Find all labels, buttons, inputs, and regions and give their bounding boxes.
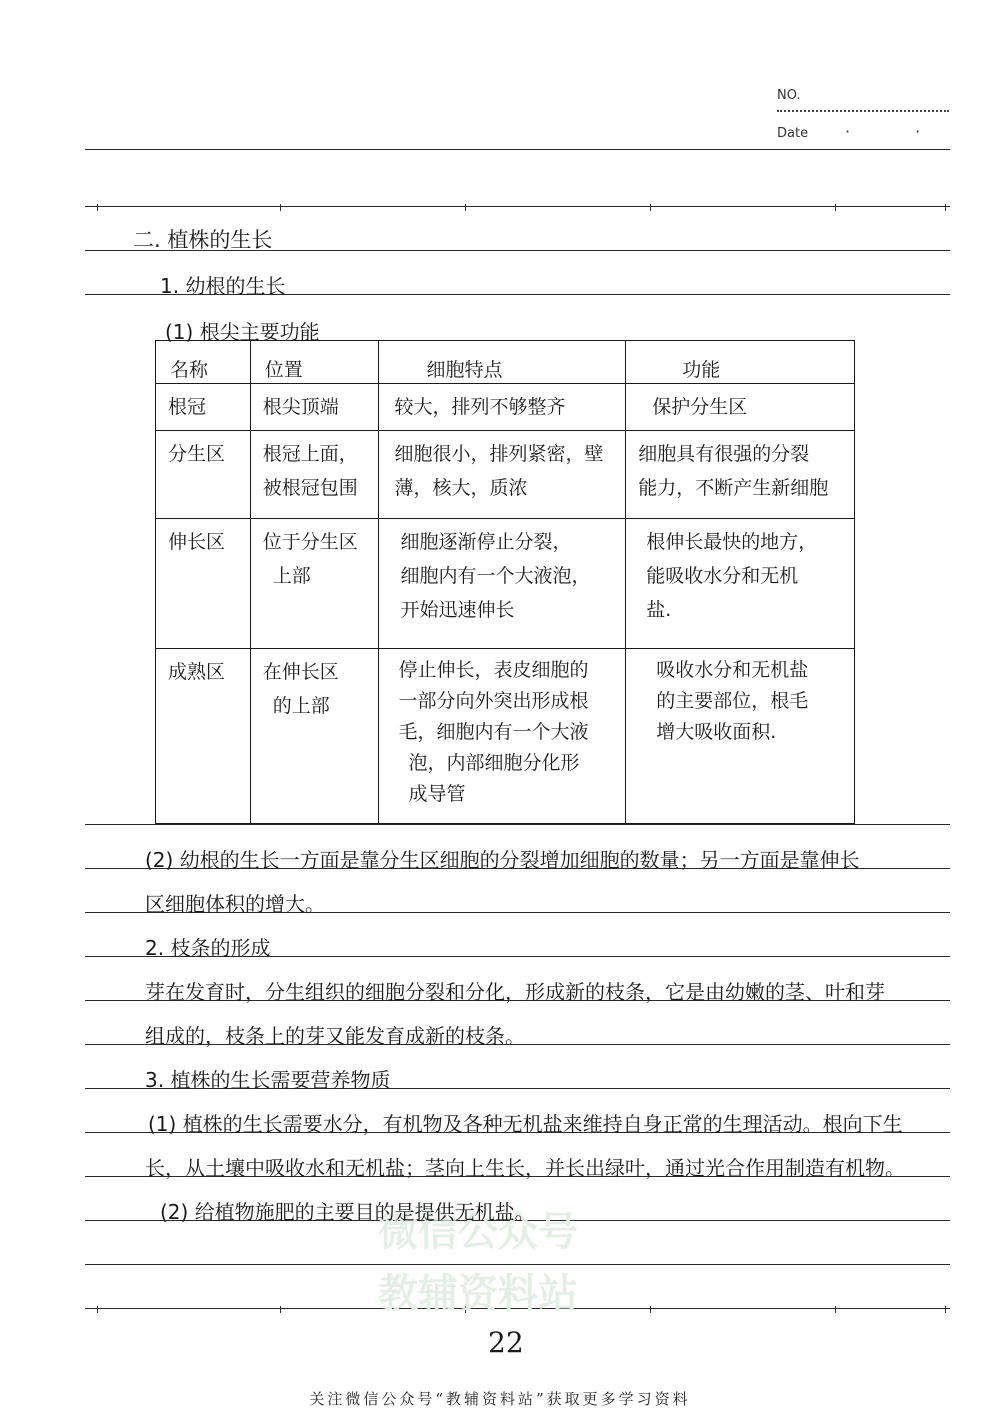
subsection-item-3-1-line2: 长，从土壤中吸收水和无机盐；茎向上生长，并长出绿叶，通过光合作用制造有机物。 [145,1156,905,1180]
watermark-line1: 微信公众号 [378,1209,578,1255]
subsection-item-3-2: (2) 给植物施肥的主要目的是提供无机盐。 [160,1200,535,1224]
table-cell-function [626,384,854,430]
subsection-title-3: 3. 植株的生长需要营养物质 [145,1068,391,1092]
cell-line: 开始迅速伸长 [400,599,515,621]
subsection-item-3-1-line1: (1) 植株的生长需要水分，有机物及各种无机盐来维持自身正常的生理活动。根向下生 [148,1112,903,1136]
cell-line: 位于分生区 [262,531,358,553]
cell-line: 根冠上面， [262,443,358,465]
header-date-dots: · · [845,122,951,141]
cell-line: 较大，排列不够整齐 [394,396,566,418]
table-cell-features [379,431,626,511]
table-row [156,431,855,519]
table-row [156,384,855,431]
table-header-cell: 细胞特点 [426,359,503,381]
cell-line: 被根冠包围 [262,477,358,499]
cell-line: 泡，内部细胞分化形 [408,752,580,774]
table-cell-position [251,431,378,511]
cell-line: 增大吸收面积. [656,721,777,743]
header-date-label: Date [777,126,809,141]
table-header-cell: 位置 [264,359,303,381]
table-row [156,519,855,649]
header-no-label: NO. [777,88,801,103]
cell-line: 的主要部位，根毛 [656,690,809,712]
cell-line: 吸收水分和无机盐 [656,659,809,681]
subsection-2-text-line1: 芽在发育时，分生组织的细胞分裂和分化，形成新的枝条，它是由幼嫩的茎、叶和芽 [145,980,885,1004]
table-cell-function [626,649,854,754]
cell-line: 停止伸长，表皮细胞的 [398,659,589,681]
ruled-line [85,824,950,825]
table-header-row [156,341,855,384]
cell-line: 根伸长最快的地方， [646,531,818,553]
table-cell-name: 分生区 [168,443,226,465]
cell-line: 细胞很小，排列紧密，壁 [394,443,604,465]
table-header-cell: 名称 [170,359,209,381]
cell-line: 毛，细胞内有一个大液 [398,721,589,743]
subsection-item-1-1: (1) 根尖主要功能 [165,320,320,344]
table-cell-name: 成熟区 [168,661,226,683]
table-cell-function [626,431,854,511]
section-title: 二. 植株的生长 [133,228,273,252]
cell-line: 在伸长区 [262,661,339,683]
watermark-line2: 教辅资料站 [378,1271,578,1317]
table-cell-name: 伸长区 [168,531,226,553]
table-cell-position [251,519,378,599]
header-dotted-line [777,110,949,112]
cell-line: 根尖顶端 [262,396,339,418]
table-header-cell: 功能 [682,359,721,381]
cell-line: 盐. [646,599,672,621]
cell-line: 成导管 [408,783,466,805]
subsection-title-1: 1. 幼根的生长 [160,274,286,298]
cell-line: 细胞内有一个大液泡， [400,565,591,587]
cell-line: 能力，不断产生新细胞 [638,477,829,499]
cell-line: 的上部 [272,695,330,717]
table-row [156,649,855,824]
subsection-title-2: 2. 枝条的形成 [145,936,271,960]
page-number: 22 [488,1326,524,1359]
subsection-item-1-2-line2: 区细胞体积的增大。 [145,892,325,916]
table-cell-features [379,519,626,633]
table-cell-function [626,519,854,633]
table-cell-position [251,649,378,729]
table-cell-features [379,649,626,816]
cell-line: 一部分向外突出形成根 [398,690,589,712]
cell-line: 上部 [272,565,311,587]
root-tip-table [155,340,855,824]
ruled-line [85,206,950,207]
cell-line: 能吸收水分和无机 [646,565,799,587]
ruled-line [85,149,950,150]
table-cell-name: 根冠 [168,396,207,418]
table-cell-features [379,384,626,430]
cell-line: 保护分生区 [652,396,748,418]
subsection-item-1-2-line1: (2) 幼根的生长一方面是靠分生区细胞的分裂增加细胞的数量；另一方面是靠伸长 [145,848,860,872]
table-cell-position [251,384,378,430]
cell-line: 薄，核大，质浓 [394,477,528,499]
cell-line: 细胞具有很强的分裂 [638,443,810,465]
subsection-2-text-line2: 组成的，枝条上的芽又能发育成新的枝条。 [145,1024,525,1048]
cell-line: 细胞逐渐停止分裂， [400,531,572,553]
footer-note: 关注微信公众号“教辅资料站”获取更多学习资料 [309,1390,691,1408]
